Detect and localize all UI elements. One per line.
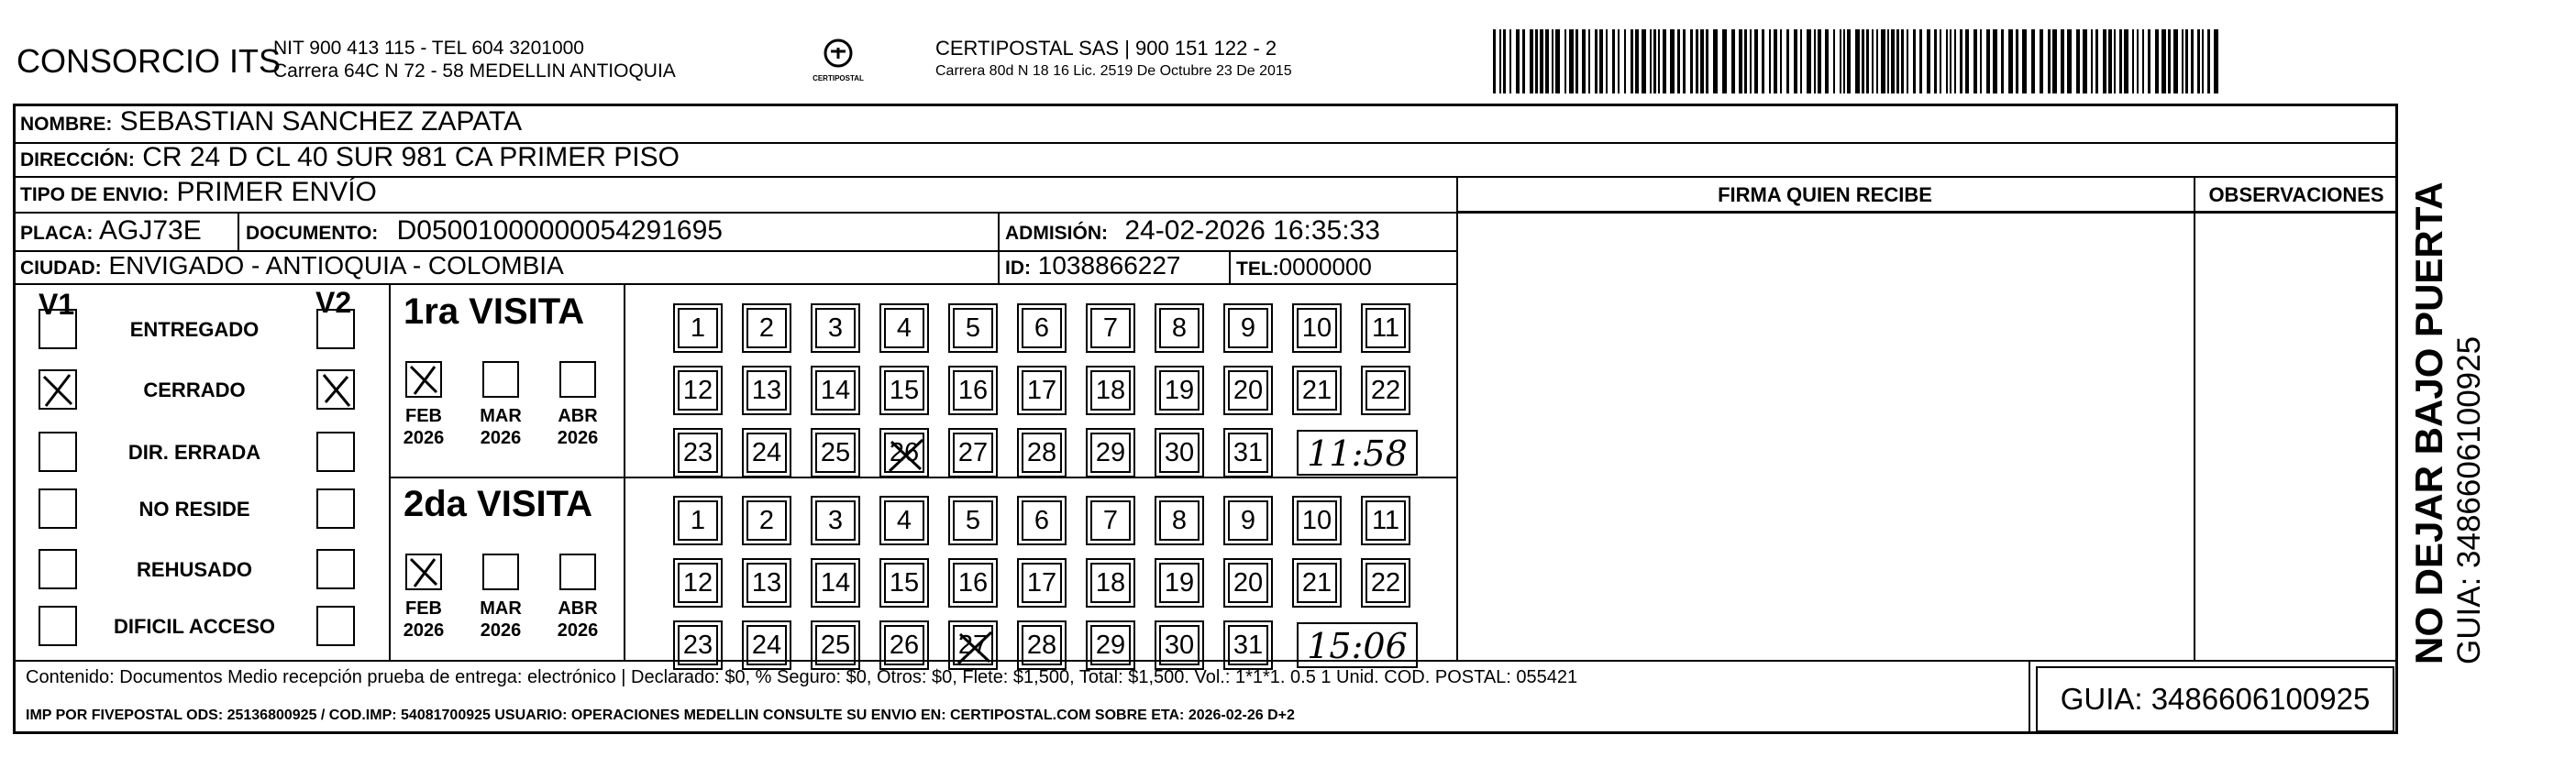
id-value: 1038866227: [1037, 251, 1181, 280]
month-checkbox[interactable]: [482, 361, 519, 398]
ciudad-label: CIUDAD:: [20, 258, 102, 279]
day-box[interactable]: 9: [1228, 500, 1268, 541]
day-box[interactable]: 26: [884, 625, 924, 665]
day-box[interactable]: 15: [884, 370, 924, 411]
status-label: NO RESIDE: [138, 498, 250, 521]
day-box[interactable]: 1: [678, 500, 718, 541]
rule: [238, 212, 239, 250]
day-box[interactable]: 7: [1090, 500, 1131, 541]
day-box[interactable]: 6: [1022, 308, 1062, 348]
status-label: REHUSADO: [137, 558, 252, 581]
day-box[interactable]: 13: [746, 563, 787, 603]
day-box[interactable]: 23: [678, 433, 718, 473]
day-box[interactable]: 18: [1090, 370, 1131, 411]
day-box[interactable]: 19: [1159, 370, 1200, 411]
month-checkbox[interactable]: [559, 554, 596, 590]
day-box[interactable]: 10: [1297, 500, 1337, 541]
rule: [2194, 176, 2195, 661]
nit-line: NIT 900 413 115 - TEL 604 3201000: [273, 38, 584, 59]
day-box[interactable]: 23: [678, 625, 718, 665]
documento-row: [246, 215, 723, 247]
month-label: MAR 2026: [480, 406, 522, 448]
rule: [1456, 176, 1458, 661]
day-box[interactable]: 7: [1090, 308, 1131, 348]
direccion-value: CR 24 D CL 40 SUR 981 CA PRIMER PISO: [142, 142, 680, 172]
nombre-label: NOMBRE:: [20, 114, 113, 135]
barcode: [1493, 29, 2222, 93]
direccion-row: [20, 142, 680, 173]
day-box[interactable]: 1: [678, 308, 718, 348]
day-box[interactable]: 4: [884, 308, 924, 348]
placa-value: AGJ73E: [99, 215, 202, 246]
day-box[interactable]: 30: [1159, 625, 1200, 665]
day-box[interactable]: 24: [746, 433, 787, 473]
company-info: [273, 37, 676, 82]
day-box[interactable]: 17: [1022, 370, 1062, 411]
direccion-label: DIRECCIÓN:: [20, 149, 135, 170]
visit-time[interactable]: 11:58: [1297, 430, 1418, 476]
tipo-label: TIPO DE ENVIO:: [20, 184, 170, 205]
rule: [13, 660, 2396, 662]
rule: [13, 283, 1456, 285]
rule: [1229, 250, 1231, 283]
day-box[interactable]: 19: [1159, 563, 1200, 603]
day-box[interactable]: 28: [1022, 625, 1062, 665]
day-box[interactable]: 25: [815, 625, 856, 665]
visit-1-title: 1ra VISITA: [404, 291, 585, 332]
v1-checkbox[interactable]: [39, 369, 77, 410]
month-label: ABR 2026: [557, 598, 599, 641]
v1-checkbox[interactable]: [39, 549, 77, 589]
day-box[interactable]: 31: [1228, 625, 1268, 665]
day-box[interactable]: 12: [678, 563, 718, 603]
v2-checkbox[interactable]: [316, 488, 355, 529]
day-box[interactable]: 16: [953, 563, 993, 603]
v1-header: V1: [39, 288, 75, 321]
day-box[interactable]: 22: [1365, 370, 1406, 411]
placa-label: PLACA:: [20, 223, 94, 244]
certi-line-2: Carrera 80d N 18 16 Lic. 2519 De Octubre 23 De 2015: [935, 63, 1292, 79]
day-box[interactable]: 3: [815, 308, 856, 348]
day-box[interactable]: 30: [1159, 433, 1200, 473]
month-checkbox[interactable]: [405, 554, 442, 590]
month-label: MAR 2026: [480, 598, 522, 641]
v2-checkbox[interactable]: [316, 432, 355, 472]
month-label: ABR 2026: [557, 406, 599, 448]
month-label: FEB 2026: [403, 598, 445, 641]
admision-value: 24-02-2026 16:35:33: [1124, 215, 1380, 246]
v1-checkbox[interactable]: [39, 309, 77, 349]
month-checkbox[interactable]: [559, 361, 596, 398]
tel-value: 0000000: [1278, 253, 1372, 280]
status-label: DIFICIL ACCESO: [113, 615, 275, 638]
day-box[interactable]: 17: [1022, 563, 1062, 603]
day-box[interactable]: 13: [746, 370, 787, 411]
day-box[interactable]: 26: [884, 433, 924, 473]
day-box[interactable]: 21: [1297, 563, 1337, 603]
day-box[interactable]: 8: [1159, 500, 1200, 541]
logo-text: CERTIPOSTAL: [813, 74, 864, 82]
rule: [389, 283, 391, 660]
day-box[interactable]: 29: [1090, 625, 1131, 665]
address-line: Carrera 64C N 72 - 58 MEDELLIN ANTIOQUIA: [273, 60, 676, 82]
no-dejar-warning: NO DEJAR BAJO PUERTA: [2407, 181, 2450, 664]
certipostal-logo: [811, 35, 866, 90]
rule: [998, 212, 1000, 283]
day-box[interactable]: 20: [1228, 563, 1268, 603]
admision-row: [1005, 215, 1380, 247]
month-label: FEB 2026: [403, 406, 445, 448]
firma-label: FIRMA QUIEN RECIBE: [1718, 183, 1932, 206]
visit-2-title: 2da VISITA: [404, 484, 592, 524]
tipo-row: [20, 177, 377, 208]
side-guia: GUIA: 3486606100925: [2451, 335, 2487, 664]
status-label: ENTREGADO: [129, 318, 260, 341]
day-box[interactable]: 4: [884, 500, 924, 541]
day-box[interactable]: 14: [815, 370, 856, 411]
status-label: CERRADO: [143, 379, 246, 401]
day-box[interactable]: 22: [1365, 563, 1406, 603]
day-box[interactable]: 9: [1228, 308, 1268, 348]
certi-line-1: CERTIPOSTAL SAS | 900 151 122 - 2: [935, 37, 1277, 60]
v2-checkbox[interactable]: [316, 309, 355, 349]
v2-checkbox[interactable]: [316, 369, 355, 410]
v2-header: V2: [315, 286, 352, 319]
placa-row: [20, 215, 202, 247]
day-box[interactable]: 27: [953, 625, 993, 665]
documento-label: DOCUMENTO:: [246, 223, 379, 244]
v1-checkbox[interactable]: [39, 488, 77, 529]
day-box[interactable]: 20: [1228, 370, 1268, 411]
day-box[interactable]: 12: [678, 370, 718, 411]
day-box[interactable]: 10: [1297, 308, 1337, 348]
day-box[interactable]: 15: [884, 563, 924, 603]
rule: [2029, 660, 2030, 733]
day-box[interactable]: 31: [1228, 433, 1268, 473]
day-box[interactable]: 18: [1090, 563, 1131, 603]
company-name: CONSORCIO ITS: [17, 42, 282, 80]
day-box[interactable]: 21: [1297, 370, 1337, 411]
day-box[interactable]: 28: [1022, 433, 1062, 473]
status-label: DIR. ERRADA: [127, 441, 261, 464]
v2-checkbox[interactable]: [316, 606, 355, 646]
documento-value: D05001000000054291695: [396, 215, 723, 246]
nombre-row: [20, 106, 522, 137]
day-box[interactable]: 3: [815, 500, 856, 541]
print-info: IMP POR FIVEPOSTAL ODS: 25136800925 / COD.IMP: 54081700925 USUARIO: OPERACIONES MEDELLIN CONSULTE SU ENVIO EN: CERTIPOSTAL.COM SOBRE ETA: 2026-02-26 D+2: [26, 708, 1295, 723]
ciudad-value: ENVIGADO - ANTIOQUIA - COLOMBIA: [108, 251, 564, 280]
observaciones-label: OBSERVACIONES: [2208, 183, 2384, 206]
v2-checkbox[interactable]: [316, 549, 355, 589]
id-label: ID:: [1005, 258, 1031, 279]
tel-label: TEL:: [1236, 258, 1279, 280]
day-box[interactable]: 16: [953, 370, 993, 411]
day-box[interactable]: 5: [953, 308, 993, 348]
day-box[interactable]: 2: [746, 308, 787, 348]
admision-label: ADMISIÓN:: [1005, 223, 1108, 244]
day-box[interactable]: 14: [815, 563, 856, 603]
day-box[interactable]: 2: [746, 500, 787, 541]
content-summary: Contenido: Documentos Medio recepción prueba de entrega: electrónico | Declarado: $0, % Seguro: $0, Otros: $0, Flete: $1,500, Total: $1,500. Vol.: 1*1*1. 0.5 1 Unid. COD. POSTAL: 055421: [26, 667, 1578, 687]
day-box[interactable]: 11: [1365, 308, 1406, 348]
month-checkbox[interactable]: [482, 554, 519, 590]
day-box[interactable]: 8: [1159, 308, 1200, 348]
day-box[interactable]: 6: [1022, 500, 1062, 541]
day-box[interactable]: 24: [746, 625, 787, 665]
tipo-value: PRIMER ENVÍO: [176, 177, 377, 207]
ciudad-row: [20, 251, 564, 280]
rule: [624, 283, 625, 660]
nombre-value: SEBASTIAN SANCHEZ ZAPATA: [119, 106, 523, 137]
day-box[interactable]: 27: [953, 433, 993, 473]
v1-checkbox[interactable]: [39, 606, 77, 646]
side-note: [2407, 181, 2488, 664]
certipostal-info: [935, 37, 1292, 82]
rule: [1456, 211, 2395, 213]
guia-number: GUIA: 3486606100925: [2036, 666, 2394, 732]
id-row: [1005, 251, 1181, 280]
day-box[interactable]: 29: [1090, 433, 1131, 473]
v1-checkbox[interactable]: [39, 432, 77, 472]
visit-time[interactable]: 15:06: [1297, 622, 1418, 668]
month-checkbox[interactable]: [405, 361, 442, 398]
tel-row: [1236, 253, 1372, 281]
day-box[interactable]: 25: [815, 433, 856, 473]
day-box[interactable]: 11: [1365, 500, 1406, 541]
day-box[interactable]: 5: [953, 500, 993, 541]
